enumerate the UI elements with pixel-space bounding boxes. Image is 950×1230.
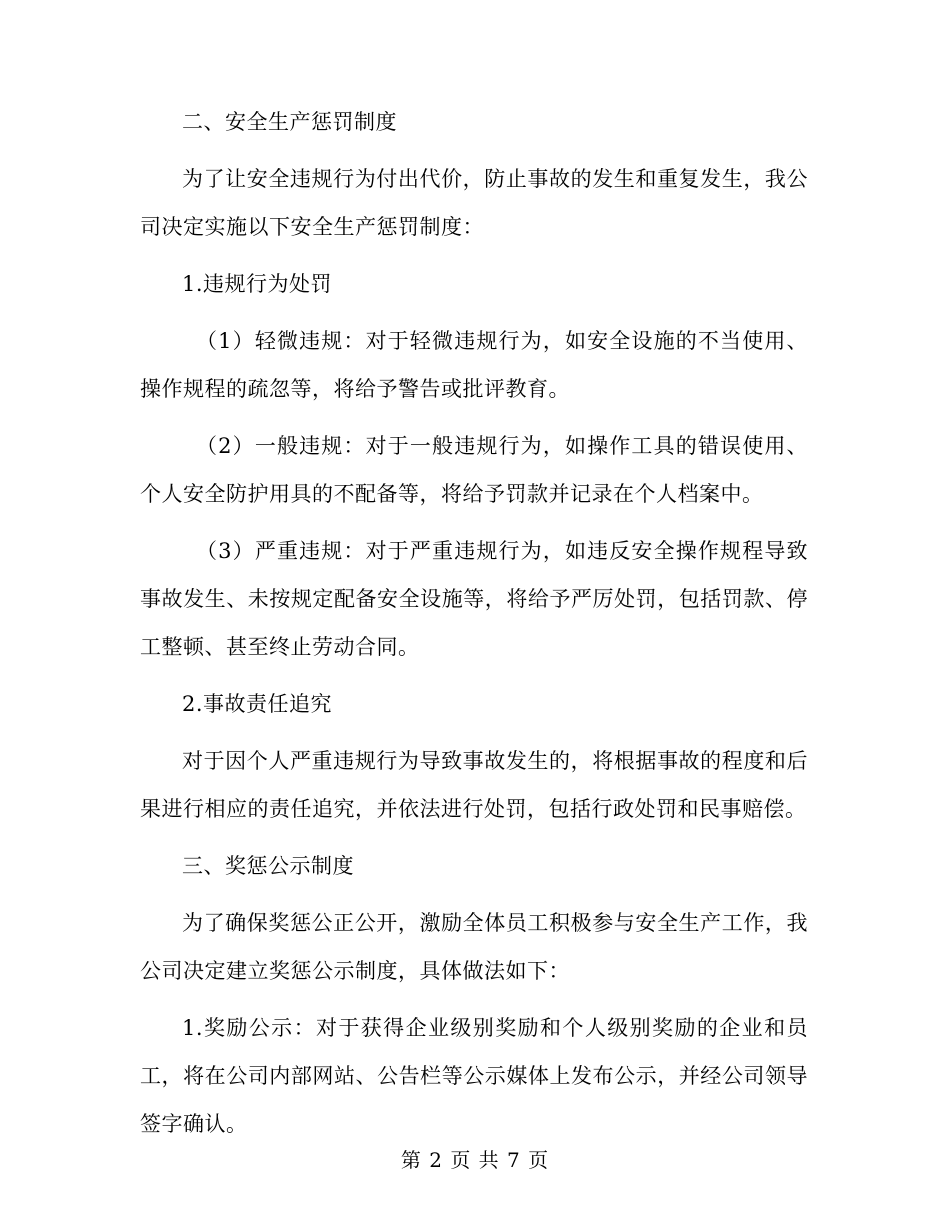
- paragraph-penalty-intro: 为了让安全违规行为付出代价，防止事故的发生和重复发生，我公司决定实施以下安全生产惩罚制度：: [140, 167, 808, 239]
- document-body: [140, 98, 808, 1157]
- section-heading-penalty: 二、安全生产惩罚制度: [182, 110, 397, 134]
- subheading-accident-liability: 2.事故责任追究: [182, 692, 333, 716]
- page-number-footer: 第 2 页 共 7 页: [400, 1148, 550, 1172]
- section-heading-publicity: 三、奖惩公示制度: [182, 854, 354, 878]
- item-reward-publicity: 1.奖励公示：对于获得企业级别奖励和个人级别奖励的企业和员工，将在公司内部网站、公告栏等公示媒体上发布公示，并经公司领导签字确认。: [140, 1016, 808, 1136]
- paragraph-publicity-intro: 为了确保奖惩公正公开，激励全体员工积极参与安全生产工作，我公司决定建立奖惩公示制度，具体做法如下：: [140, 911, 808, 983]
- subheading-violation-penalty: 1.违规行为处罚: [182, 272, 333, 296]
- item-general-violation: （2）一般违规：对于一般违规行为，如操作工具的错误使用、个人安全防护用具的不配备等，将给予罚款并记录在个人档案中。: [140, 434, 808, 506]
- item-serious-violation: （3）严重违规：对于严重违规行为，如违反安全操作规程导致事故发生、未按规定配备安全设施等，将给予严厉处罚，包括罚款、停工整顿、甚至终止劳动合同。: [140, 539, 808, 659]
- item-minor-violation: （1）轻微违规：对于轻微违规行为，如安全设施的不当使用、操作规程的疏忽等，将给予警告或批评教育。: [140, 329, 808, 401]
- paragraph-accident-liability: 对于因个人严重违规行为导致事故发生的，将根据事故的程度和后果进行相应的责任追究，并依法进行处罚，包括行政处罚和民事赔偿。: [140, 749, 808, 821]
